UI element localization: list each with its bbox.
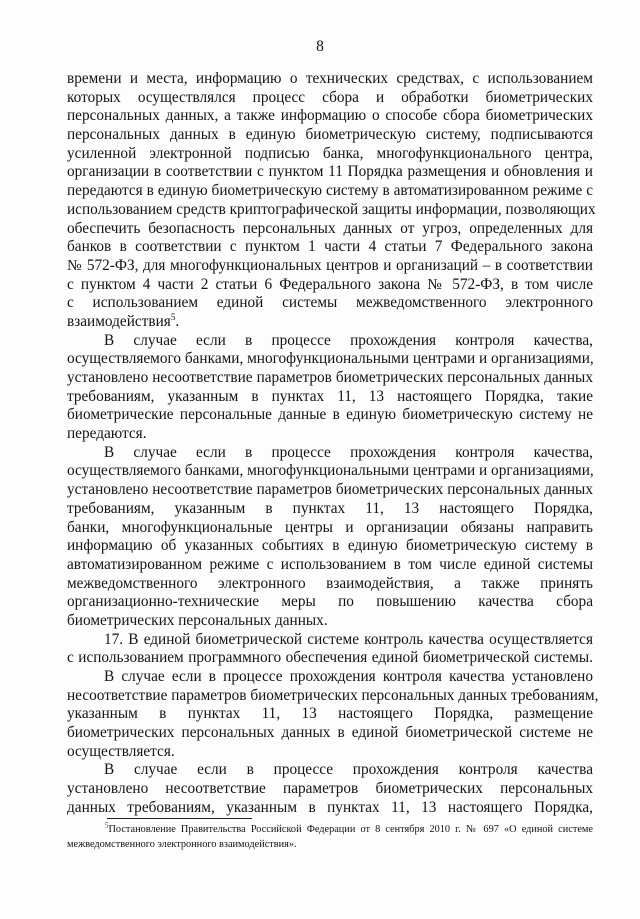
text-line-content: биометрических персональных данных. (67, 611, 328, 629)
text-line (67, 556, 593, 575)
text-line (67, 70, 593, 89)
text-line-content: усиленной электронной подписью банка, многофункционального центра, (67, 144, 593, 162)
text-line-content: обеспечить безопасность персональных данных от угроз, определенных для (67, 219, 593, 237)
text-line (67, 388, 593, 407)
text-line-content: передаются. (67, 425, 147, 443)
text-line (67, 200, 596, 220)
text-line-content: которых осуществлялся процесс сбора и обработки биометрических (67, 88, 593, 106)
page-number: 8 (316, 38, 324, 55)
footnote-line: межведомственного электронного взаимодействия». (67, 838, 297, 850)
text-line (67, 668, 593, 687)
text-line-content: осуществляется. (67, 742, 175, 760)
text-line (67, 276, 593, 295)
body-text (67, 70, 599, 818)
text-line-content: В случае если в процессе прохождения контроля качества, (104, 443, 593, 461)
text-line-content: передаются в единую биометрическую систему в автоматизированном режиме с (67, 182, 593, 200)
text-line-content: организации в соответствии с пунктом 11 Порядка размещения и обновления и (67, 163, 593, 181)
text-line-content: установлено несоответствие параметров биометрических персональных данных (67, 369, 593, 386)
text-line (67, 294, 593, 313)
text-line (67, 89, 593, 108)
footnote-line (67, 823, 593, 838)
text-line-content: времени и места, информацию о технических средствах, с использованием (67, 70, 593, 87)
text-line-content: с использованием программного обеспечения единой биометрической системы. (67, 649, 593, 667)
text-line (67, 593, 593, 612)
text-line-content: автоматизированном режиме с использованием в том числе единой системы (67, 555, 593, 573)
text-line (67, 238, 593, 257)
text-line-content: № 572-ФЗ, для многофункциональных центров и организаций – в соответствии (67, 256, 593, 274)
footnote-reference: 5 (170, 311, 176, 322)
text-line-content: указанным в пунктах 11, 13 настоящего Порядка, размещение (67, 705, 593, 723)
text-line (67, 519, 593, 538)
text-line-content: биометрических персональных данных в единой биометрической системе не (67, 724, 593, 742)
text-line-content: В случае если в процессе прохождения контроля качества, (104, 331, 593, 349)
text-line (67, 780, 593, 799)
text-line-content: банки, многофункциональные центры и организации обязаны направить (67, 518, 593, 536)
text-line (67, 649, 593, 668)
text-line-content: информацию об указанных событиях в единую биометрическую систему в (67, 537, 593, 555)
text-line (67, 126, 593, 145)
text-line (67, 705, 593, 724)
text-line (67, 799, 593, 818)
footnote (67, 823, 593, 852)
text-line-content: требованиям, указанным в пунктах 11, 13 настоящего Порядка, (67, 499, 593, 517)
text-line-content: с пунктом 4 части 2 статьи 6 Федерального закона № 572-ФЗ, в том числе (67, 275, 593, 293)
text-line (67, 220, 593, 239)
text-line-content: биометрические персональные данные в единую биометрическую систему не (67, 406, 593, 424)
text-line (67, 406, 593, 425)
text-line-content: межведомственного электронного взаимодействия, а также принять (67, 574, 593, 592)
text-line-content: установлено несоответствие параметров биометрических персональных (67, 780, 593, 798)
text-line (67, 462, 593, 481)
text-line (67, 145, 593, 164)
text-line (67, 575, 593, 594)
text-line-content: банков в соответствии с пунктом 1 части 4 статьи 7 Федерального закона (67, 238, 593, 256)
text-line-content: осуществляемого банками, многофункциональными центрами и организациями, (67, 350, 594, 368)
text-line (67, 350, 593, 369)
text-line (67, 500, 593, 519)
text-line-content: взаимодействия (67, 312, 171, 330)
text-line-content: персональных данных, а также информацию о способе сбора биометрических (67, 107, 593, 125)
text-line (67, 257, 593, 276)
text-line-content: 17. В единой биометрической системе контроль качества осуществляется (104, 630, 593, 648)
text-line (67, 612, 593, 631)
text-line-content: с использованием единой системы межведомственного электронного (67, 294, 593, 312)
text-line-tail: . (175, 312, 180, 330)
text-line-content: В случае если в процессе прохождения контроля качества установлено (104, 668, 593, 685)
text-line (67, 332, 593, 351)
text-line-content: требованиям, указанным в пунктах 11, 13 настоящего Порядка, такие (67, 387, 593, 405)
text-line-content: осуществляемого банками, многофункциональными центрами и организациями, (67, 462, 594, 480)
text-line (67, 163, 593, 182)
text-line (67, 313, 593, 332)
text-line (67, 631, 593, 650)
text-line-content: данных требованиям, указанным в пунктах 11, 13 настоящего Порядка, (67, 798, 593, 816)
text-line (67, 686, 599, 706)
footnote-separator (107, 818, 252, 819)
footnote-text: Постановление Правительства Российской Федерации от 8 сентября 2010 г. № 697 «О единой системе (108, 824, 593, 835)
text-line-content: персональных данных в единую биометрическую систему, подписываются (67, 126, 593, 144)
text-line-content: использованием средств криптографической защиты информации, позволяющих (67, 200, 596, 218)
text-line (67, 369, 593, 388)
text-line (67, 182, 593, 201)
text-line (67, 444, 593, 463)
text-line (67, 425, 593, 444)
text-line-content: В случае если в процессе прохождения контроля качества (104, 761, 593, 779)
text-line (67, 724, 593, 743)
text-line (67, 107, 593, 126)
text-line-content: установлено несоответствие параметров биометрических персональных данных (67, 481, 593, 499)
text-line (67, 743, 593, 762)
footnote-mark: 5 (105, 821, 109, 830)
text-line (67, 481, 593, 500)
text-line-content: несоответствие параметров биометрических персональных данных требованиям, (67, 686, 599, 704)
text-line (67, 537, 593, 556)
text-line-content: организационно-технические меры по повышению качества сбора (67, 593, 593, 611)
text-line (67, 761, 593, 780)
